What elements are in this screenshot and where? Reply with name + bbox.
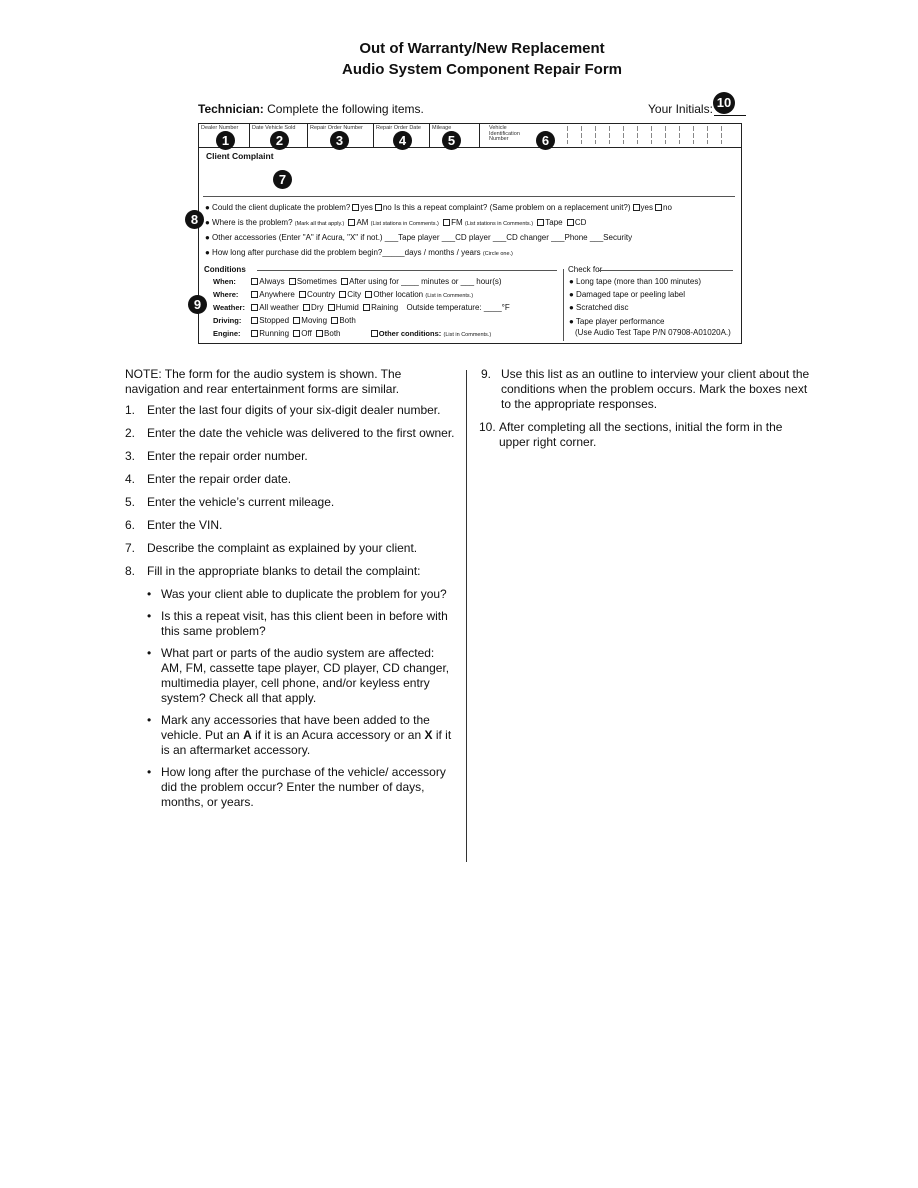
item-number: 7. [125, 541, 136, 555]
question-how-long-text: ● How long after purchase did the problem begin?_____days / months / years [205, 248, 481, 257]
off-label: Off [301, 329, 312, 338]
no-label: no [663, 203, 672, 212]
vin-label [489, 126, 529, 143]
item-number: 6. [125, 518, 136, 532]
am-label: AM [356, 218, 369, 227]
check-item: ● Damaged tape or peeling label [569, 290, 686, 299]
question-duplicate-text: ● Could the client duplicate the problem? [205, 203, 351, 212]
duplicate-no-checkbox[interactable] [375, 204, 382, 211]
engine-both-checkbox[interactable] [316, 330, 323, 337]
item-number: 10. [479, 420, 496, 434]
instruction-item [125, 403, 455, 418]
driving-both-checkbox[interactable] [331, 317, 338, 324]
check-item: ● Scratched disc [569, 303, 629, 312]
engine-label: Engine: [213, 329, 241, 338]
callout-badge-9: 9 [188, 295, 207, 314]
raining-label: Raining [371, 303, 399, 312]
item-text: Fill in the appropriate blanks to detail the complaint: [147, 564, 421, 578]
engine-both-label: Both [324, 329, 341, 338]
note-paragraph: NOTE: The form for the audio system is shown. The navigation and rear entertainment forms are similar. [125, 367, 402, 396]
aftermarket-marker: X [424, 728, 433, 742]
callout-badge-4: 4 [393, 131, 412, 150]
other-location-checkbox[interactable] [365, 291, 372, 298]
outside-temp-label: Outside temperature: ____°F [406, 303, 510, 312]
check-item-note: (Use Audio Test Tape P/N 07908-A01020A.) [575, 328, 731, 337]
cd-label: CD [574, 218, 587, 227]
check-item: ● Tape player performance [569, 317, 665, 326]
item-number: 5. [125, 495, 136, 509]
item-text: Enter the date the vehicle was delivered to the first owner. [147, 426, 455, 440]
repair-order-number-label: Repair Order Number [310, 125, 363, 131]
item-text: Enter the repair order number. [147, 449, 308, 463]
raining-checkbox[interactable] [363, 304, 370, 311]
sub-item-text: Is this a repeat visit, has this client been in before with this same problem? [161, 609, 448, 638]
vin-label-line3: Number [489, 136, 509, 142]
repeat-yes-checkbox[interactable] [633, 204, 640, 211]
initials-field[interactable] [714, 115, 746, 116]
instruction-item [125, 426, 455, 441]
callout-badge-8: 8 [185, 210, 204, 229]
other-location-hint: (List in Comments.) [425, 293, 474, 299]
moving-checkbox[interactable] [293, 317, 300, 324]
country-label: Country [307, 290, 336, 299]
bullet: • [147, 609, 152, 623]
driving-label: Driving: [213, 316, 242, 325]
question-where [205, 218, 586, 227]
am-checkbox[interactable] [348, 219, 355, 226]
item-text: Use this list as an outline to interview your client about the conditions when the problem occurs. Mark the boxes next to the appropriate responses. [501, 367, 810, 411]
question-where-text: ● Where is the problem? [205, 218, 293, 227]
when-label: When: [213, 277, 236, 286]
cd-checkbox[interactable] [567, 219, 574, 226]
am-hint: (List stations in Comments.) [370, 221, 439, 227]
page-title-line1: Out of Warranty/New Replacement [359, 40, 605, 57]
dry-checkbox[interactable] [303, 304, 310, 311]
item-number: 9. [481, 367, 492, 381]
technician-instruction [198, 102, 424, 116]
where-hint: (Mark all that apply.) [294, 221, 345, 227]
fm-checkbox[interactable] [443, 219, 450, 226]
vin-label-line1: Vehicle [489, 125, 507, 131]
repeat-no-checkbox[interactable] [655, 204, 662, 211]
sub-item-text: if it is an aftermarket accessory. [161, 728, 452, 757]
bullet: • [147, 713, 152, 727]
callout-badge-5: 5 [442, 131, 461, 150]
off-checkbox[interactable] [293, 330, 300, 337]
instruction-item [125, 472, 455, 487]
anywhere-checkbox[interactable] [251, 291, 258, 298]
yes-label: yes [640, 203, 653, 212]
item-text: Enter the VIN. [147, 518, 223, 532]
instruction-item [125, 449, 455, 464]
instruction-item [479, 420, 811, 450]
item-text: Describe the complaint as explained by your client. [147, 541, 418, 555]
item-number: 3. [125, 449, 136, 463]
dry-label: Dry [311, 303, 324, 312]
tape-label: Tape [545, 218, 563, 227]
bullet: • [147, 765, 152, 779]
always-checkbox[interactable] [251, 278, 258, 285]
item-text: After completing all the sections, initial the form in the upper right corner. [499, 420, 783, 449]
sub-item [125, 587, 455, 602]
complaint-divider [203, 196, 735, 197]
bullet: • [147, 587, 152, 601]
sometimes-checkbox[interactable] [289, 278, 296, 285]
conditions-title: Conditions [204, 265, 246, 274]
other-conditions-label: Other conditions: [378, 329, 442, 338]
sub-item-text: How long after the purchase of the vehicle/ accessory did the problem occur? Enter the number of days, months, or years. [161, 765, 446, 809]
vin-field[interactable] [567, 126, 735, 144]
item-number: 2. [125, 426, 136, 440]
after-using-checkbox[interactable] [341, 278, 348, 285]
conditions-when-row [213, 277, 502, 286]
repair-form-image [198, 123, 742, 344]
page-title-line2: Audio System Component Repair Form [341, 61, 623, 78]
other-conditions-hint: (List in Comments.) [443, 332, 492, 338]
city-checkbox[interactable] [339, 291, 346, 298]
sub-item [125, 713, 455, 758]
check-for-rule [599, 270, 733, 271]
vin-label-line2: Identification [489, 130, 520, 137]
fm-hint: (List stations in Comments.) [464, 221, 534, 227]
callout-badge-6: 6 [536, 131, 555, 150]
instruction-item [481, 367, 811, 412]
callout-badge-7: 7 [273, 170, 292, 189]
where-label: Where: [213, 290, 239, 299]
all-weather-label: All weather [259, 303, 299, 312]
column-divider [466, 370, 467, 862]
conditions-weather-row [213, 303, 510, 312]
question-accessories: ● Other accessories (Enter "A" if Acura, "X" if not.) ___Tape player ___CD player ___CD changer ___Phone ___Security [205, 233, 633, 242]
technician-text: Complete the following items. [267, 102, 424, 116]
after-using-label: After using for ____ minutes or ___ hour(s) [349, 277, 502, 286]
item-number: 1. [125, 403, 136, 417]
sometimes-label: Sometimes [296, 277, 337, 286]
stopped-checkbox[interactable] [251, 317, 258, 324]
sub-item-text: Was your client able to duplicate the problem for you? [161, 587, 447, 601]
anywhere-label: Anywhere [259, 290, 295, 299]
check-for-title: Check for [568, 265, 603, 274]
conditions-driving-row [213, 316, 356, 325]
sub-item [125, 646, 455, 706]
instruction-item [125, 518, 455, 533]
fm-label: FM [451, 218, 463, 227]
bullet: • [147, 646, 152, 660]
conditions-divider [563, 269, 564, 341]
mileage-label: Mileage [432, 125, 452, 131]
dealer-number-label: Dealer Number [201, 125, 239, 131]
conditions-engine-row [213, 329, 491, 338]
always-label: Always [259, 277, 285, 286]
other-conditions-checkbox[interactable] [371, 330, 378, 337]
sub-item-text: Mark any accessories that have been added to the vehicle. Put an [161, 713, 430, 742]
check-item: ● Long tape (more than 100 minutes) [569, 277, 702, 286]
sub-item [125, 609, 455, 639]
city-label: City [347, 290, 362, 299]
other-location-label: Other location [373, 290, 424, 299]
duplicate-yes-checkbox[interactable] [352, 204, 359, 211]
item-text: Enter the last four digits of your six-digit dealer number. [147, 403, 441, 417]
weather-label: Weather: [213, 303, 245, 312]
question-repeat-text: Is this a repeat complaint? (Same problem on a replacement unit?) [393, 203, 631, 212]
item-number: 8. [125, 564, 136, 578]
yes-label: yes [360, 203, 373, 212]
instructions-left-column [125, 367, 455, 817]
conditions-rule [257, 270, 557, 271]
question-duplicate [205, 203, 672, 212]
tape-checkbox[interactable] [537, 219, 544, 226]
sub-item-text: What part or parts of the audio system are affected: AM, FM, cassette tape player, CD player, CD changer, multimedia player, cell phone, and/or keyless entry system? Check all that apply. [161, 646, 450, 705]
client-complaint-label: Client Complaint [206, 151, 274, 161]
item-text: Enter the vehicle’s current mileage. [147, 495, 335, 509]
sub-item [125, 765, 455, 810]
humid-checkbox[interactable] [328, 304, 335, 311]
running-checkbox[interactable] [251, 330, 258, 337]
instruction-item [125, 541, 455, 556]
callout-badge-10: 10 [713, 92, 735, 114]
repair-order-date-label: Repair Order Date [376, 125, 421, 131]
how-long-hint: (Circle one.) [482, 251, 513, 257]
date-sold-label: Date Vehicle Sold [252, 125, 296, 131]
no-label: no [382, 203, 392, 212]
callout-badge-3: 3 [330, 131, 349, 150]
callout-badge-2: 2 [270, 131, 289, 150]
stopped-label: Stopped [259, 316, 290, 325]
instruction-item [125, 495, 455, 510]
conditions-where-row [213, 290, 473, 299]
humid-label: Humid [335, 303, 359, 312]
acura-marker: A [243, 728, 252, 742]
instructions-right-column [481, 367, 811, 458]
sub-item-text: if it is an Acura accessory or an [251, 728, 425, 742]
driving-both-label: Both [339, 316, 356, 325]
item-number: 4. [125, 472, 136, 486]
technician-label: Technician: [198, 102, 264, 116]
initials-label: Your Initials: [648, 102, 713, 116]
question-how-long [205, 248, 513, 257]
moving-label: Moving [301, 316, 328, 325]
item-text: Enter the repair order date. [147, 472, 292, 486]
running-label: Running [259, 329, 290, 338]
instruction-item [125, 564, 455, 579]
callout-badge-1: 1 [216, 131, 235, 150]
all-weather-checkbox[interactable] [251, 304, 258, 311]
country-checkbox[interactable] [299, 291, 306, 298]
